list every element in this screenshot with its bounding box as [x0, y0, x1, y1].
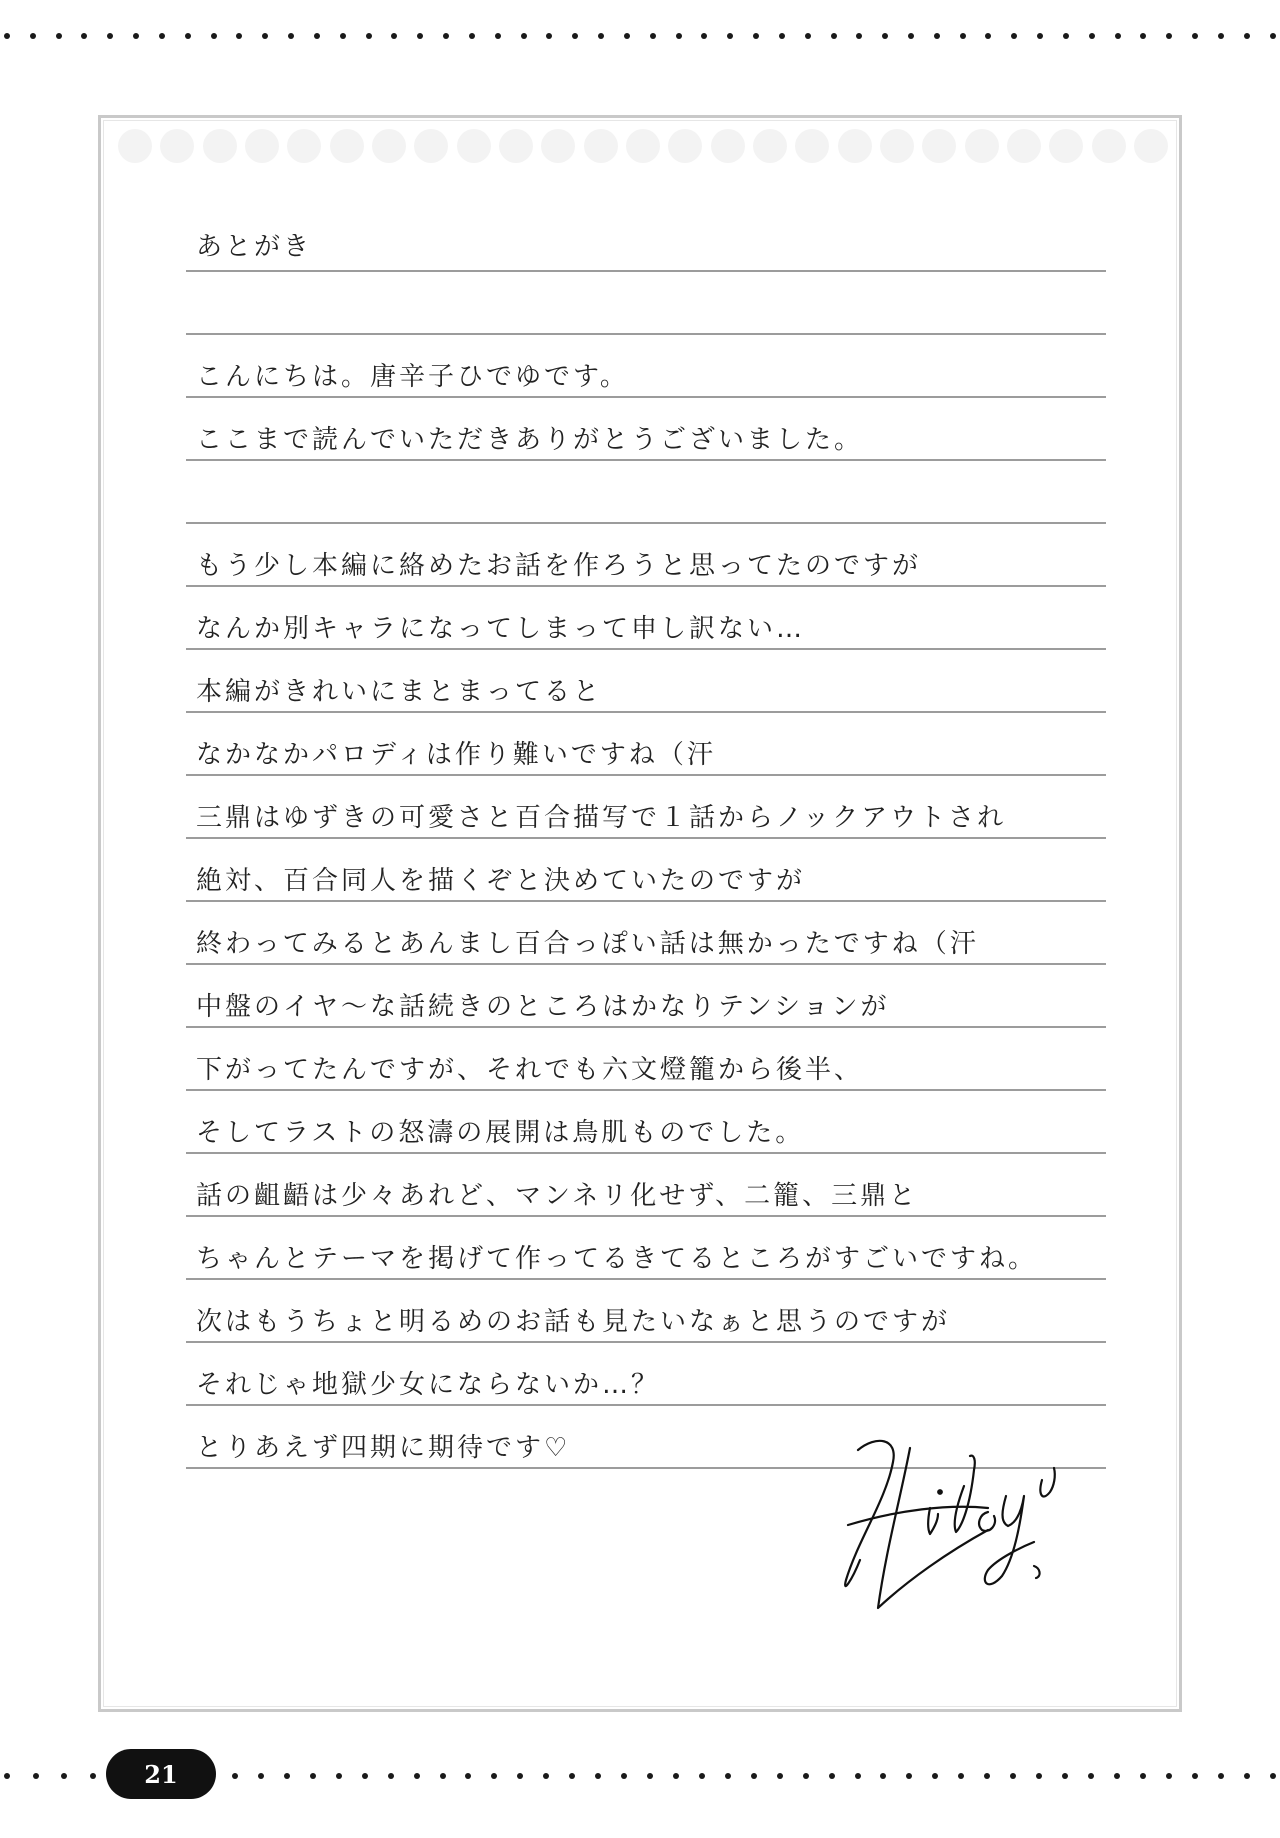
border-dot	[1140, 1773, 1146, 1779]
ruled-line	[186, 1278, 1106, 1280]
border-dot	[546, 33, 552, 39]
border-dot	[984, 1773, 990, 1779]
header-circle	[1049, 129, 1083, 163]
ruled-line	[186, 1152, 1106, 1154]
border-dot	[288, 33, 294, 39]
header-circle-decoration	[118, 126, 1168, 166]
border-dot	[1166, 33, 1172, 39]
border-dot	[1037, 33, 1043, 39]
ruled-line	[186, 585, 1106, 587]
letter-line: 本編がきれいにまとまってると	[196, 677, 603, 707]
border-dot	[495, 33, 501, 39]
border-dot	[1244, 33, 1250, 39]
border-dot	[673, 1773, 679, 1779]
border-dot	[81, 33, 87, 39]
header-circle	[499, 129, 533, 163]
border-dot	[236, 33, 242, 39]
border-dot	[1011, 33, 1017, 39]
header-circle	[541, 129, 575, 163]
border-dot	[469, 33, 475, 39]
border-dot	[779, 33, 785, 39]
header-circle	[203, 129, 237, 163]
border-dot	[107, 33, 113, 39]
header-circle	[584, 129, 618, 163]
border-dot	[1063, 33, 1069, 39]
ruled-line	[186, 774, 1106, 776]
border-dot	[1089, 33, 1095, 39]
border-dot	[595, 1773, 601, 1779]
page-number: 21	[144, 1759, 178, 1789]
border-dot	[443, 33, 449, 39]
letter-line: 三鼎はゆずきの可愛さと百合描写で１話からノックアウトされ	[196, 803, 1007, 833]
border-dot	[650, 33, 656, 39]
border-dot	[932, 1773, 938, 1779]
ruled-line	[186, 1089, 1106, 1091]
border-dot	[440, 1773, 446, 1779]
border-dot	[284, 1773, 290, 1779]
border-dot	[362, 1773, 368, 1779]
letter-line: そしてラストの怒濤の展開は鳥肌ものでした。	[196, 1118, 805, 1148]
border-dot	[1140, 33, 1146, 39]
border-dot	[727, 33, 733, 39]
ruled-line	[186, 1404, 1106, 1406]
border-dot	[753, 33, 759, 39]
border-dot	[906, 1773, 912, 1779]
border-dot	[621, 1773, 627, 1779]
border-dot	[882, 33, 888, 39]
border-dot	[985, 33, 991, 39]
border-dot	[491, 1773, 497, 1779]
border-dot	[543, 1773, 549, 1779]
border-dot	[1192, 1773, 1198, 1779]
letter-line: 絶対、百合同人を描くぞと決めていたのですが	[196, 866, 806, 896]
header-circle	[711, 129, 745, 163]
border-dot	[1270, 1773, 1276, 1779]
border-dot	[777, 1773, 783, 1779]
border-dot	[855, 1773, 861, 1779]
border-dot	[1192, 33, 1198, 39]
border-dot	[701, 33, 707, 39]
ruled-line	[186, 1341, 1106, 1343]
border-dot	[1115, 33, 1121, 39]
border-dot	[598, 33, 604, 39]
letter-line: 話の齟齬は少々あれど、マンネリ化せず、二籠、三鼎と	[196, 1181, 919, 1211]
header-circle	[838, 129, 872, 163]
border-dot	[414, 1773, 420, 1779]
border-dot	[805, 33, 811, 39]
border-dot	[1244, 1773, 1250, 1779]
border-dot	[569, 1773, 575, 1779]
ruled-line	[186, 270, 1106, 272]
border-dot	[1114, 1773, 1120, 1779]
ruled-line	[186, 900, 1106, 902]
border-dot	[388, 1773, 394, 1779]
letter-line: 次はもうちょと明るめのお話も見たいなぁと思うのですが	[196, 1307, 951, 1337]
border-dot	[908, 33, 914, 39]
border-dot	[803, 1773, 809, 1779]
border-dot	[958, 1773, 964, 1779]
border-dot	[880, 1773, 886, 1779]
top-dot-border	[4, 33, 1276, 39]
border-dot	[232, 1773, 238, 1779]
header-circle	[160, 129, 194, 163]
border-dot	[1036, 1773, 1042, 1779]
border-dot	[4, 33, 10, 39]
border-dot	[133, 33, 139, 39]
header-circle	[965, 129, 999, 163]
letter-line: こんにちは。唐辛子ひでゆです。	[196, 362, 629, 392]
letter-line: なかなかパロディは作り難いですね（汗	[196, 740, 716, 770]
header-circle	[118, 129, 152, 163]
header-circle	[1007, 129, 1041, 163]
letter-line: 中盤のイヤ～な話続きのところはかなりテンションが	[196, 992, 890, 1022]
border-dot	[647, 1773, 653, 1779]
border-dot	[1218, 1773, 1224, 1779]
border-dot	[572, 33, 578, 39]
ruled-line	[186, 963, 1106, 965]
header-circle	[795, 129, 829, 163]
border-dot	[185, 33, 191, 39]
border-dot	[521, 33, 527, 39]
border-dot	[1010, 1773, 1016, 1779]
border-dot	[417, 33, 423, 39]
ruled-line	[186, 396, 1106, 398]
border-dot	[310, 1773, 316, 1779]
bottom-dot-border-left	[4, 1773, 96, 1779]
border-dot	[159, 33, 165, 39]
border-dot	[391, 33, 397, 39]
border-dot	[211, 33, 217, 39]
letter-line: 終わってみるとあんまし百合っぽい話は無かったですね（汗	[196, 929, 979, 959]
border-dot	[676, 33, 682, 39]
border-dot	[517, 1773, 523, 1779]
letter-line: もう少し本編に絡めたお話を作ろうと思ってたのですが	[196, 551, 922, 581]
ruled-line	[186, 711, 1106, 713]
border-dot	[960, 33, 966, 39]
border-dot	[1166, 1773, 1172, 1779]
header-circle	[287, 129, 321, 163]
border-dot	[934, 33, 940, 39]
page-number-badge	[106, 1749, 216, 1799]
border-dot	[30, 33, 36, 39]
border-dot	[465, 1773, 471, 1779]
border-dot	[314, 33, 320, 39]
header-circle	[880, 129, 914, 163]
border-dot	[33, 1773, 39, 1779]
letter-line: なんか別キャラになってしまって申し訳ない…	[196, 614, 806, 644]
letter-line: ちゃんとテーマを掲げて作ってるきてるところがすごいですね。	[196, 1244, 1038, 1274]
border-dot	[1062, 1773, 1068, 1779]
ruled-line	[186, 648, 1106, 650]
ruled-line	[186, 1215, 1106, 1217]
header-circle	[922, 129, 956, 163]
ruled-line	[186, 522, 1106, 524]
border-dot	[56, 33, 62, 39]
ruled-line	[186, 1026, 1106, 1028]
header-circle	[372, 129, 406, 163]
border-dot	[262, 33, 268, 39]
ruled-line	[186, 333, 1106, 335]
border-dot	[725, 1773, 731, 1779]
border-dot	[829, 1773, 835, 1779]
letter-line: それじゃ地獄少女にならないか…？	[196, 1370, 661, 1400]
border-dot	[1088, 1773, 1094, 1779]
letter-line: ここまで読んでいただきありがとうございました。	[196, 425, 864, 455]
header-circle	[457, 129, 491, 163]
border-dot	[4, 1773, 10, 1779]
header-circle	[245, 129, 279, 163]
header-circle	[753, 129, 787, 163]
border-dot	[61, 1773, 67, 1779]
letter-line: 下がってたんですが、それでも六文燈籠から後半、	[196, 1055, 864, 1085]
header-circle	[330, 129, 364, 163]
header-circle	[626, 129, 660, 163]
bottom-dot-border-right	[232, 1773, 1276, 1779]
header-circle	[668, 129, 702, 163]
letter-line: とりあえず四期に期待です♡	[196, 1433, 571, 1463]
border-dot	[340, 33, 346, 39]
header-circle	[1134, 129, 1168, 163]
ruled-line	[186, 459, 1106, 461]
signature	[838, 1430, 1078, 1615]
header-circle	[1092, 129, 1126, 163]
border-dot	[751, 1773, 757, 1779]
border-dot	[699, 1773, 705, 1779]
header-circle	[414, 129, 448, 163]
ruled-line	[186, 837, 1106, 839]
border-dot	[856, 33, 862, 39]
border-dot	[1270, 33, 1276, 39]
border-dot	[336, 1773, 342, 1779]
border-dot	[1218, 33, 1224, 39]
border-dot	[624, 33, 630, 39]
border-dot	[366, 33, 372, 39]
border-dot	[258, 1773, 264, 1779]
letter-title: あとがき	[196, 232, 313, 262]
border-dot	[831, 33, 837, 39]
border-dot	[90, 1773, 96, 1779]
